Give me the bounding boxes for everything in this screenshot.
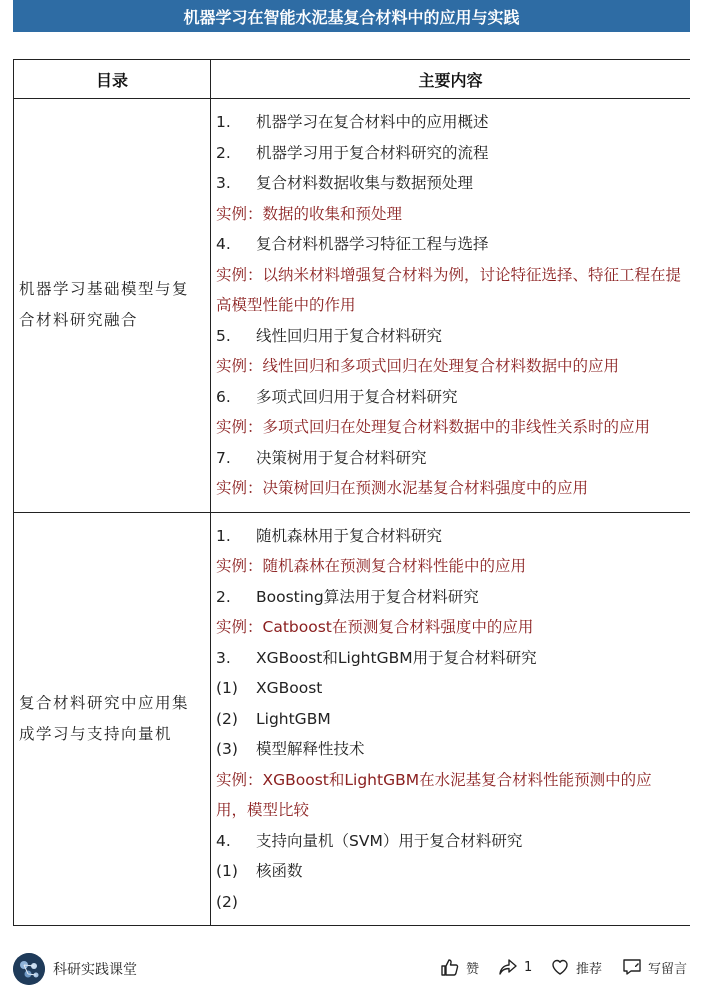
item-text: 实例：决策树回归在预测水泥基复合材料强度中的应用 bbox=[216, 479, 589, 497]
example-line bbox=[216, 260, 682, 321]
item-number: (2) bbox=[216, 709, 238, 728]
item-text: XGBoost和LightGBM用于复合材料研究 bbox=[256, 648, 537, 667]
comment-label: 写留言 bbox=[648, 961, 688, 977]
content-item bbox=[216, 168, 682, 199]
content-item bbox=[216, 443, 682, 474]
item-number: 3. bbox=[216, 174, 231, 192]
content-item bbox=[216, 856, 682, 887]
content-item bbox=[216, 382, 682, 413]
item-text: 多项式回归用于复合材料研究 bbox=[256, 387, 458, 406]
item-text: 机器学习用于复合材料研究的流程 bbox=[256, 143, 489, 162]
content-cell bbox=[211, 512, 691, 926]
brand-avatar-icon[interactable] bbox=[13, 953, 45, 985]
example-line bbox=[216, 412, 682, 443]
item-number: (2) bbox=[216, 892, 238, 911]
content-cell bbox=[211, 99, 691, 513]
content-item bbox=[216, 734, 682, 765]
item-text: 实例：XGBoost和LightGBM在水泥基复合材料性能预测中的应用，模型比较 bbox=[216, 770, 652, 819]
content-item bbox=[216, 229, 682, 260]
content-item bbox=[216, 826, 682, 857]
item-number: 1. bbox=[216, 526, 231, 545]
item-number: 2. bbox=[216, 587, 231, 606]
item-text: LightGBM bbox=[256, 709, 331, 728]
item-text: 核函数 bbox=[256, 862, 303, 880]
content-item bbox=[216, 321, 682, 352]
item-text: 机器学习在复合材料中的应用概述 bbox=[256, 113, 489, 131]
item-number: 7. bbox=[216, 448, 231, 467]
item-text: 实例：以纳米材料增强复合材料为例，讨论特征选择、特征工程在提高模型性能中的作用 bbox=[216, 265, 682, 314]
like-label: 赞 bbox=[466, 961, 480, 977]
course-table bbox=[13, 59, 690, 926]
content-item bbox=[216, 673, 682, 704]
toc-section-title: 机器学习基础模型与复合材料研究融合 bbox=[14, 99, 211, 513]
item-text: 复合材料数据收集与数据预处理 bbox=[256, 174, 474, 192]
item-text: 实例：数据的收集和预处理 bbox=[216, 204, 403, 223]
item-number: 3. bbox=[216, 648, 231, 667]
recommend-button[interactable] bbox=[550, 957, 602, 977]
item-number: 1. bbox=[216, 113, 231, 131]
item-text: Boosting算法用于复合材料研究 bbox=[256, 587, 479, 606]
example-line bbox=[216, 551, 682, 582]
share-count: 1 bbox=[524, 959, 533, 975]
item-number: (3) bbox=[216, 740, 238, 758]
table-header-row bbox=[14, 60, 691, 99]
content-item bbox=[216, 643, 682, 674]
content-item bbox=[216, 887, 682, 918]
like-button[interactable] bbox=[440, 957, 479, 977]
share-icon bbox=[498, 957, 518, 977]
footer-bar bbox=[0, 937, 716, 988]
thumbs-up-icon bbox=[440, 957, 460, 977]
content-table-viewport[interactable] bbox=[13, 59, 690, 937]
item-text: 复合材料机器学习特征工程与选择 bbox=[256, 235, 489, 253]
item-text: 实例：Catboost在预测复合材料强度中的应用 bbox=[216, 618, 534, 636]
comment-button[interactable] bbox=[622, 957, 687, 977]
item-text: 决策树用于复合材料研究 bbox=[256, 448, 427, 467]
item-number: 2. bbox=[216, 143, 231, 162]
header-toc: 目录 bbox=[14, 60, 211, 99]
content-item bbox=[216, 704, 682, 735]
item-text: 实例：随机森林在预测复合材料性能中的应用 bbox=[216, 557, 527, 575]
brand-name[interactable]: 科研实践课堂 bbox=[53, 962, 137, 978]
banner-title: 机器学习在智能水泥基复合材料中的应用与实践 bbox=[183, 7, 520, 27]
item-number: 4. bbox=[216, 831, 231, 850]
content-item bbox=[216, 138, 682, 169]
content-item bbox=[216, 107, 682, 138]
item-text: 模型解释性技术 bbox=[256, 740, 365, 758]
content-item bbox=[216, 582, 682, 613]
item-text: XGBoost bbox=[256, 679, 323, 697]
article-banner bbox=[13, 0, 690, 32]
header-main-content: 主要内容 bbox=[211, 60, 691, 99]
comment-icon bbox=[622, 957, 642, 977]
item-number: 5. bbox=[216, 326, 231, 345]
item-text: 随机森林用于复合材料研究 bbox=[256, 526, 443, 545]
table-row bbox=[14, 99, 691, 513]
item-text: 线性回归用于复合材料研究 bbox=[256, 326, 443, 345]
example-line bbox=[216, 473, 682, 504]
item-text: 支持向量机（SVM）用于复合材料研究 bbox=[256, 831, 523, 850]
item-number: (1) bbox=[216, 679, 238, 697]
item-text: 实例：多项式回归在处理复合材料数据中的非线性关系时的应用 bbox=[216, 418, 651, 436]
example-line bbox=[216, 612, 682, 643]
recommend-label: 推荐 bbox=[576, 961, 603, 977]
item-number: 6. bbox=[216, 387, 231, 406]
table-row bbox=[14, 512, 691, 926]
content-item bbox=[216, 521, 682, 552]
heart-icon bbox=[550, 957, 570, 977]
example-line bbox=[216, 351, 682, 382]
item-text: 实例：线性回归和多项式回归在处理复合材料数据中的应用 bbox=[216, 357, 620, 375]
example-line bbox=[216, 765, 682, 826]
share-button[interactable] bbox=[498, 957, 532, 977]
item-number: 4. bbox=[216, 235, 231, 253]
example-line bbox=[216, 199, 682, 230]
toc-section-title: 复合材料研究中应用集成学习与支持向量机 bbox=[14, 512, 211, 926]
item-number: (1) bbox=[216, 862, 238, 880]
